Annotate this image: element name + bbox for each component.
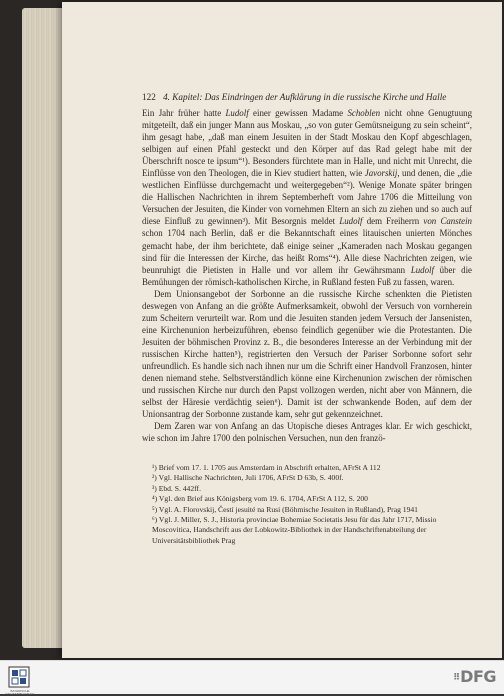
body-paragraph	[142, 420, 472, 444]
italic-name: Ludolf	[225, 108, 249, 118]
text-segment: Dem Zaren war von Anfang an das Utopische dieses Antrages klar. Er wich geschickt, wie schon im Jahre 1700 den polnischen Versuchen, nun den franzö-	[142, 421, 472, 444]
bsb-logo-text: BAYERISCHE STAATSBIBLIOTHEK	[5, 689, 35, 696]
italic-name: Javorskij	[364, 168, 398, 179]
footnote: ¹) Brief vom 17. 1. 1705 aus Amsterdam in Abschrift erhalten, AFrSt A 112	[152, 463, 381, 472]
footnote: ⁵) Vgl. A. Florovskij, Čestí jesuité na Rusi (Böhmische Jesuiten in Rußland), Prag 1941	[152, 504, 418, 514]
chapter-title: 4. Kapitel: Das Eindringen der Aufklärung in die russische Kirche und Halle	[163, 92, 447, 102]
viewer-footer	[0, 660, 504, 694]
bsb-logo-icon	[6, 665, 32, 691]
footnotes	[142, 463, 472, 546]
italic-name: von Canstein	[423, 216, 472, 227]
dfg-logo-text: DFG	[460, 667, 496, 686]
footnote: ²) Vgl. Hallische Nachrichten, Juli 1706, AFrSt D 63b, S. 400f.	[152, 473, 344, 483]
text-segment: dem Freiherrn	[362, 216, 424, 227]
italic-name: Schoblen	[347, 108, 381, 118]
text-segment: einer gewissen Madame	[248, 108, 348, 118]
text-segment: über die Bemühungen der römisch-katholischen Kirche, in Rußland festen Fuß zu fassen, waren.	[142, 264, 472, 287]
body-text	[142, 107, 472, 444]
text-segment: Ein Jahr früher hatte	[142, 108, 226, 118]
text-segment: Dem Unionsangebot der Sorbonne an die russische Kirche schenkten die Pietisten deswegen von Anfang an die größte Aufmerksamkeit, obwohl der Versuch von vornherein zum Scheitern verurteilt war. Rom und die Jesuiten standen jedem Versuch der Jansenisten, eine Kirchenunion herbeizuführen, ebenso feindlich gegenüber wie die Protestanten. Die Jesuiten der böhmischen Provinz z. B., die besonderes Interesse an der Verbindung mit der russischen Kirche hatten⁵), registrierten den Versuch der Pariser Sorbonne sofort sehr unfreundlich. Es handle sich nach ihnen nur um die Schrift einer Handvoll Franzosen, hinter denen niemand stehe. Selbstverständlich könne eine Kirchenunion zwischen der römischen und russischen Kirche nur durch den Papst vollzogen werden, nicht aber von Männern, die selbst der Häresie verdächtig seien⁶). Damit ist der schwankende Boden, auf dem der Unionsantrag der Sorbonne zustande kam, sehr gut gekennzeichnet.	[142, 288, 472, 420]
running-head	[142, 92, 482, 102]
body-paragraph	[142, 107, 472, 288]
footnote: ⁴) Vgl. den Brief aus Königsberg vom 19. 6. 1704, AFrSt A 112, S. 200	[152, 494, 368, 504]
footnote: ⁶) Vgl. J. Miller, S. J., Historia provinciae Bohemiae Societatis Jesu für das Jahr 1717, Missio Moscovitica, Handschrift aus der Lobkowitz-Bibliothek in der Handschriftenabteilung der Universitätsbibliothek Prag	[152, 515, 437, 545]
body-paragraph	[142, 288, 472, 421]
text-segment: , und denen, die „die westlichen Einflüsse durchgemacht und weitergegeben“²). Wenige Monate später bringen die Hallischen Nachrichten in ihrem Septemberheft vom Jahre 1706 die Mitteilung von Versuchen der Jesuiten, die Kinder von vornehmen Eltern an sich zu ziehen und so auch auf diese Einfluß zu gewinnen³). Mit Besorgnis meldet	[142, 168, 472, 227]
text-segment: nicht ohne Genugtuung mitgeteilt, daß ein junger Mann aus Moskau, „so von guter Gemütsneigung zu sein scheint“, ihm gesagt habe, „daß man einem Jesuiten in der Stadt Moskau den Kopf abgeschlagen, selbigen auf einen Pfahl gesteckt und den Körper auf das Rad gelegt habe mit der Überschrift nosce te ipsum“¹). Besonders fürchtete man in Halle, und nicht mit Unrecht, die Einflüsse von den Theologen, die in Kiev studiert hatten, wie	[142, 108, 473, 179]
footnote: ³) Ebd. S. 442ff.	[152, 483, 201, 493]
page-number: 122	[142, 92, 156, 102]
dfg-logo	[453, 667, 496, 686]
text-segment: schon 1704 nach Berlin, daß er die Bekanntschaft eines litauischen unierten Mönches gemacht habe, der ihm berichtete, daß einige seiner „Kameraden nach Moskau gegangen sind für die Interessen der Kirche, das heißt Roms“⁴). Alle diese Nachrichten zeigen, wie beunruhigt die Pietisten in Halle und vor allem ihr Gewährsmann	[142, 228, 472, 275]
italic-name: Ludolf	[410, 264, 434, 275]
dfg-dots-icon: ⠿	[453, 673, 461, 683]
italic-name: Ludolf	[339, 216, 363, 227]
